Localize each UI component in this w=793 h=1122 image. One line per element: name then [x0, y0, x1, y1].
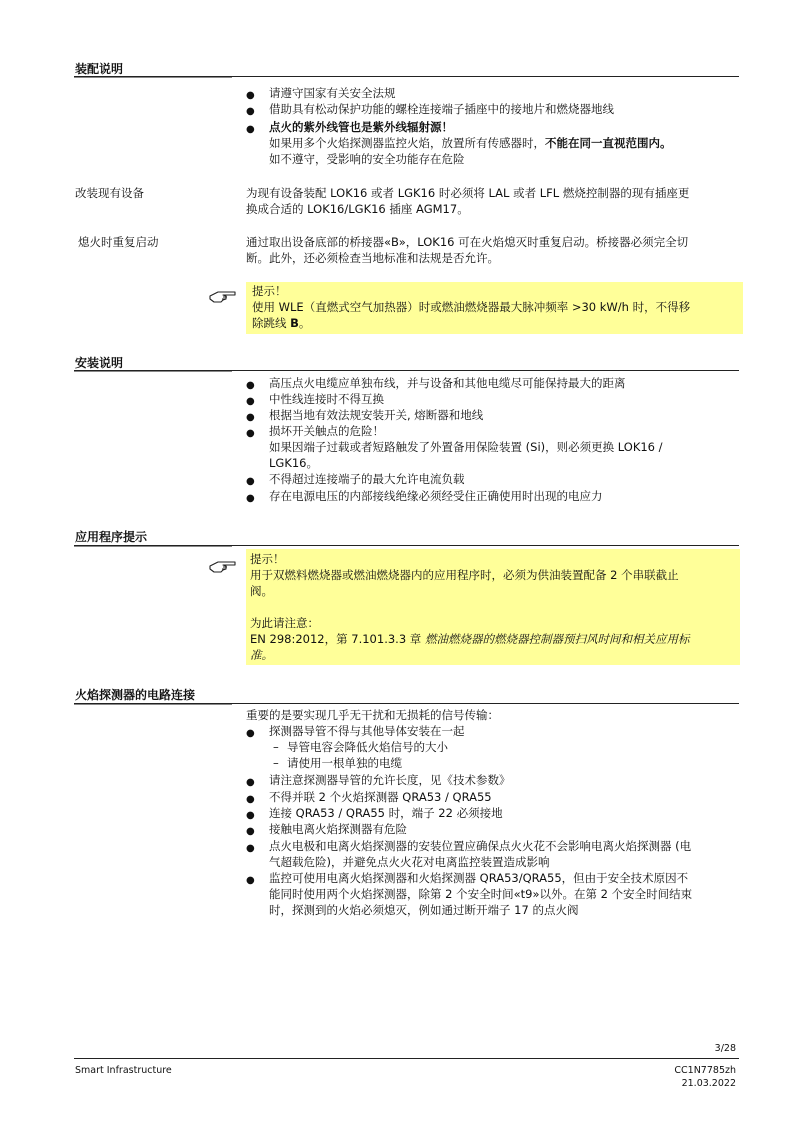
list-item-continuation: 气超载危险)，并避免点火火花对电离监控装置造成影响: [269, 855, 550, 869]
pointing-hand-icon: [209, 558, 237, 574]
text-run: 除跳线: [252, 316, 291, 330]
bullet: ●: [246, 380, 255, 391]
section-heading-flame-detector: 火焰探测器的电路连接: [75, 688, 196, 702]
list-item: 损坏开关触点的危险！: [269, 424, 384, 438]
note-line: 阀。: [250, 584, 273, 598]
paragraph-intro: 重要的是要实现几乎无干扰和无损耗的信号传输：: [246, 708, 499, 722]
bullet: ●: [246, 728, 255, 739]
page-number: 3/28: [714, 1043, 736, 1054]
list-item: 不得并联 2 个火焰探测器 QRA53 / QRA55: [269, 790, 492, 804]
paragraph-line: 换成合适的 LOK16/LGK16 插座 AGM17。: [246, 202, 469, 216]
bullet: ●: [246, 810, 255, 821]
footer-date: 21.03.2022: [681, 1078, 736, 1089]
bullet: ●: [246, 412, 255, 423]
note-line: 使用 WLE（直燃式空气加热器）时或燃油燃烧器最大脉冲频率 >30 kW/h 时，不得移: [252, 300, 691, 314]
bullet: ●: [246, 90, 255, 101]
bullet: ●: [246, 476, 255, 487]
bullet: ●: [246, 124, 255, 135]
list-item: 探测器导管不得与其他导体安装在一起: [269, 724, 465, 738]
list-item: 请遵守国家有关安全法规: [269, 86, 396, 100]
list-item-continuation: LGK16。: [269, 456, 318, 470]
list-item: 存在电源电压的内部接线绝缘必须经受住正确使用时出现的电应力: [269, 489, 603, 503]
list-item: 高压点火电缆应单独布线，并与设备和其他电缆尽可能保持最大的距离: [269, 376, 626, 390]
footer-company: Smart Infrastructure: [75, 1065, 172, 1076]
note-line: [250, 632, 689, 647]
note-box: [246, 549, 740, 665]
paragraph-line: 断。此外，还必须检查当地标准和法规是否允许。: [246, 251, 499, 265]
dash-marker: –: [273, 740, 279, 754]
list-item: 监控可使用电离火焰探测器和火焰探测器 QRA53/QRA55，但由于安全技术原因不: [269, 871, 689, 885]
bullet: ●: [246, 794, 255, 805]
bullet: ●: [246, 396, 255, 407]
bullet: ●: [246, 875, 255, 886]
bullet: ●: [246, 106, 255, 117]
text-run-italic: 燃油燃烧器的燃烧器控制器预扫风时间和相关应用标: [424, 632, 690, 646]
label-column-rule: [74, 546, 232, 547]
label-column-rule: [74, 371, 232, 372]
list-item: 连接 QRA53 / QRA55 时，端子 22 必须接地: [269, 806, 503, 820]
pointing-hand-icon: [209, 288, 237, 304]
list-item-continuation: 如不遵守，受影响的安全功能存在危险: [269, 152, 465, 166]
list-item-continuation: 时，探测到的火焰必须熄灭，例如通过断开端子 17 的点火阀: [269, 903, 579, 917]
list-item: 借助具有松动保护功能的螺栓连接端子插座中的接地片和燃烧器地线: [269, 102, 614, 116]
sub-list-item: 导管电容会降低火焰信号的大小: [287, 740, 448, 754]
text-run-bold: B: [290, 316, 299, 330]
list-item: 请注意探测器导管的允许长度，见《技术参数》: [269, 773, 511, 787]
section-heading-assembly: 装配说明: [75, 62, 124, 76]
list-item-continuation: 能同时使用两个火焰探测器，除第 2 个安全时间«t9»以外。在第 2 个安全时间结束: [269, 887, 693, 901]
list-item: 根据当地有效法规安装开关, 熔断器和地线: [269, 408, 484, 422]
section-heading-install: 安装说明: [75, 356, 124, 370]
side-label-restart: 熄火时重复启动: [78, 235, 159, 249]
bullet: ●: [246, 428, 255, 439]
list-item: 接触电离火焰探测器有危险: [269, 822, 407, 836]
text-run-bold: 不能在同一直视范围内。: [545, 136, 672, 150]
text-run: EN 298:2012，第 7.101.3.3 章: [250, 632, 425, 646]
list-item: 中性线连接时不得互换: [269, 392, 384, 406]
list-item-continuation: [269, 136, 672, 151]
note-line: 用于双燃料燃烧器或燃油燃烧器内的应用程序时，必须为供油装置配备 2 个串联截止: [250, 568, 679, 582]
list-item: 点火电极和电离火焰探测器的安装位置应确保点火火花不会影响电离火焰探测器 (电: [269, 839, 692, 853]
text-run: 。: [298, 316, 311, 330]
list-item-continuation: 如果因端子过载或者短路触发了外置备用保险装置 (Si)，则必须更换 LOK16 /: [269, 440, 663, 454]
note-line: [252, 316, 310, 331]
label-column-rule: [74, 77, 232, 78]
bullet: ●: [246, 493, 255, 504]
note-title: 提示！: [250, 552, 285, 566]
note-title: 提示！: [252, 284, 287, 298]
list-item-warning: 点火的紫外线管也是紫外线辐射源！: [269, 120, 453, 134]
note-line: 为此请注意：: [250, 616, 319, 630]
dash-marker: –: [273, 756, 279, 770]
sub-list-item: 请使用一根单独的电缆: [287, 756, 402, 770]
paragraph-line: 为现有设备装配 LOK16 或者 LGK16 时必须将 LAL 或者 LFL 燃烧控制器的现有插座更: [246, 186, 690, 200]
bullet: ●: [246, 777, 255, 788]
footer-rule: [74, 1058, 739, 1059]
section-heading-application: 应用程序提示: [75, 530, 148, 544]
text-run: 如果用多个火焰探测器监控火焰，放置所有传感器时，: [269, 136, 545, 150]
note-line: 准。: [250, 648, 273, 662]
footer-doc-id: CC1N7785zh: [674, 1065, 736, 1076]
side-label-retrofit: 改装现有设备: [75, 186, 144, 200]
bullet: ●: [246, 826, 255, 837]
label-column-rule: [74, 704, 232, 705]
list-item: 不得超过连接端子的最大允许电流负载: [269, 472, 465, 486]
bullet: ●: [246, 843, 255, 854]
paragraph-line: 通过取出设备底部的桥接器«B»，LOK16 可在火焰熄灭时重复启动。桥接器必须完全切: [246, 235, 689, 249]
